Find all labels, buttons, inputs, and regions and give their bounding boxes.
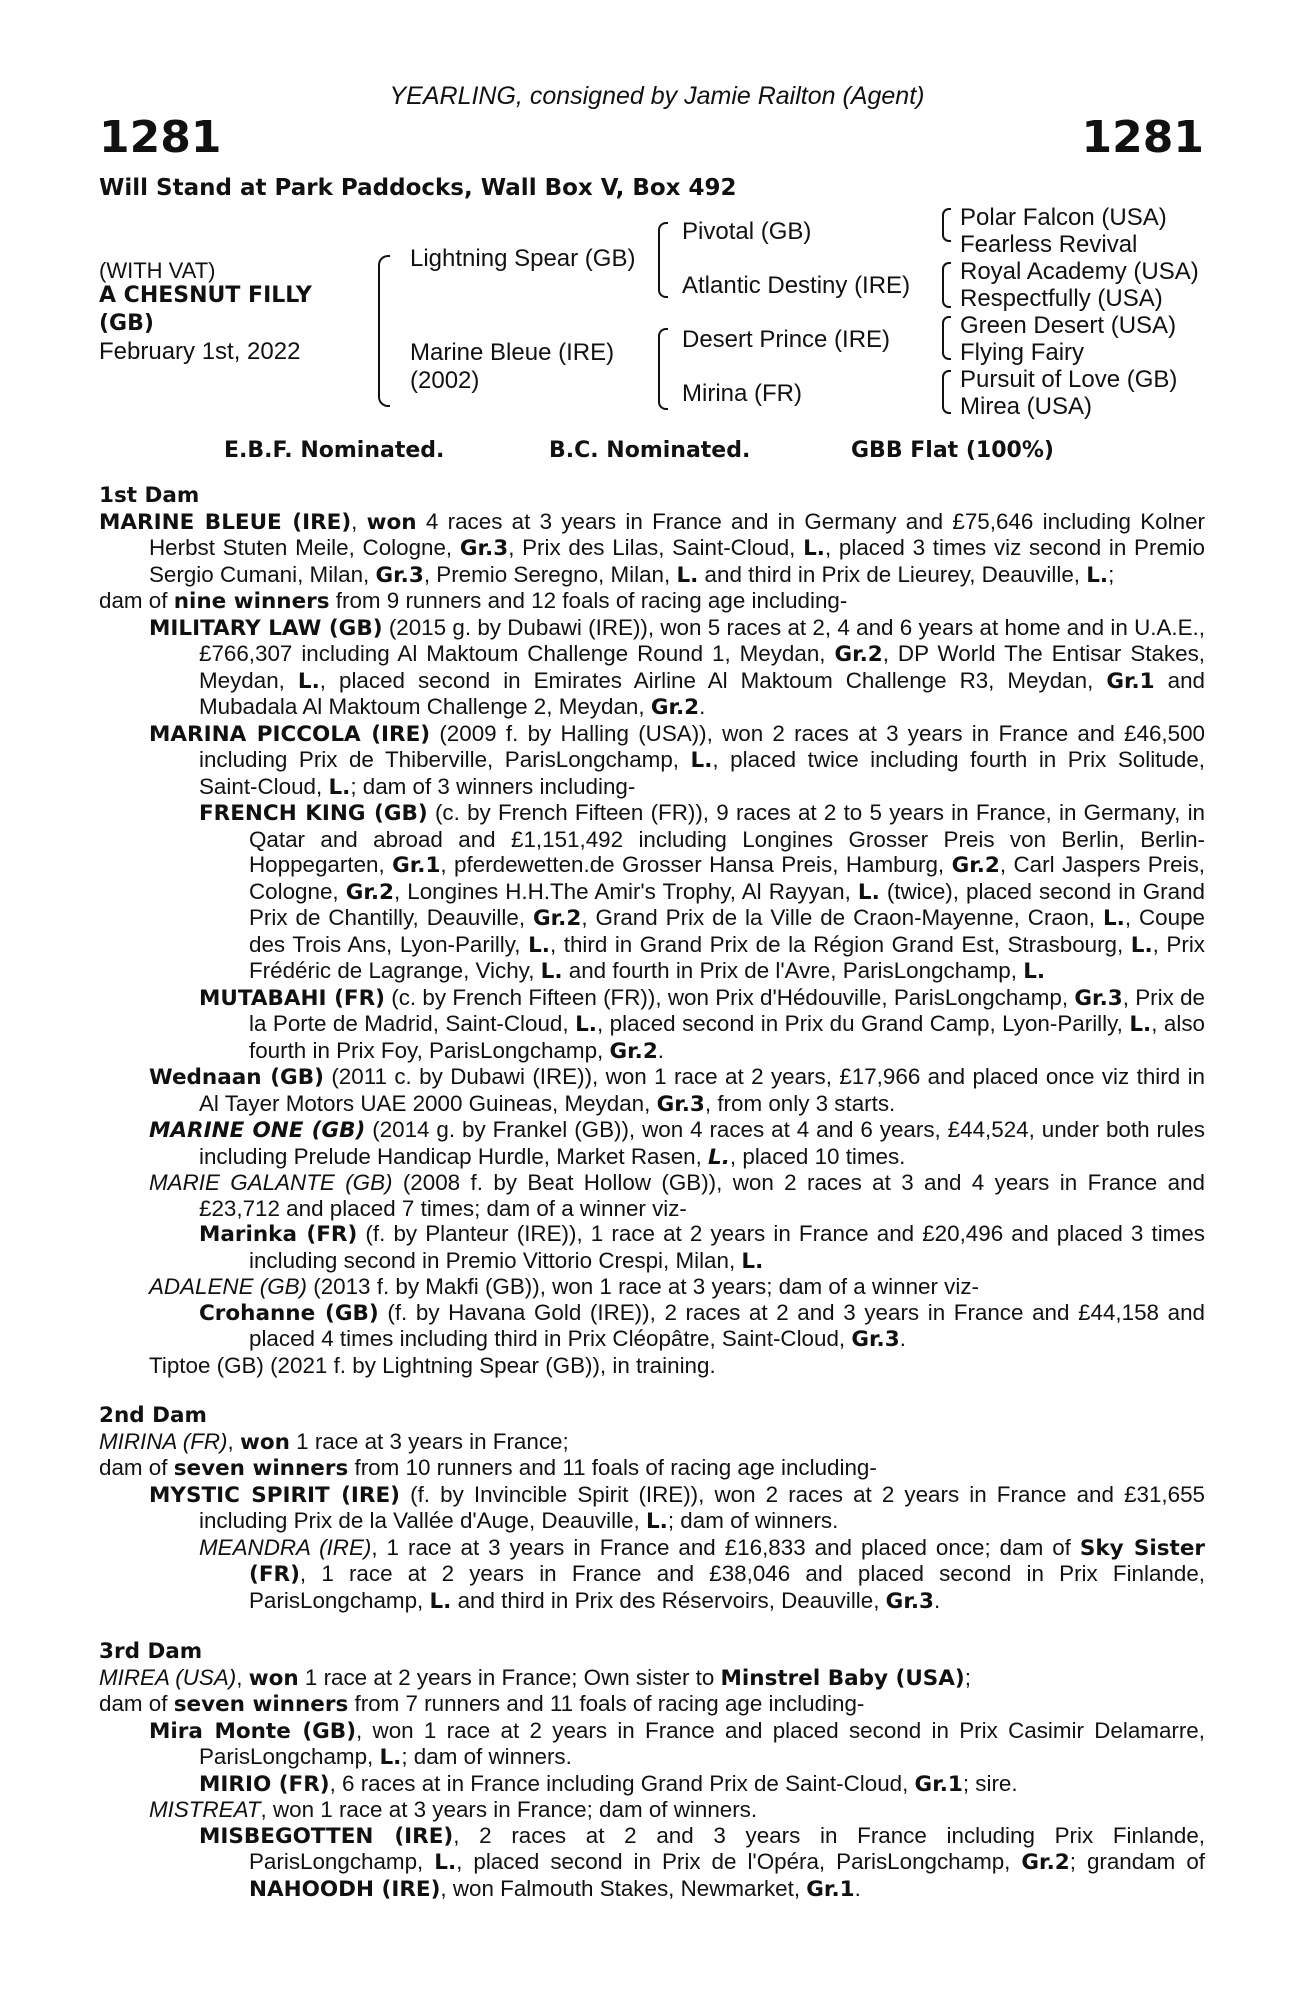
catalogue-body [99,483,1205,1902]
text-run: (2013 f. by Makfi (GB)), won 1 race at 3 years; dam of a winner viz- [307,1274,979,1299]
text-run: , placed 3 times viz second in Premio Sergio Cumani, Milan, [149,535,1205,587]
text-run: . [933,1587,941,1613]
text-run: ; dam of winners. [667,1508,839,1533]
text-run: . [854,1875,861,1901]
emphasis-run: MYSTIC SPIRIT (IRE) [149,1482,400,1508]
text-run: , 2 races at 2 and 3 years in France including Prix Finlande, ParisLongchamp, [249,1822,1205,1874]
text-run: , 6 races at in France including Grand Prix de Saint-Cloud, [329,1770,915,1796]
text-run: ; [1108,561,1115,587]
text-run: (f. by Invincible Spirit (IRE)), won 2 races at 2 years in France and £31,655 including Prix de la Vallée d'Auge, Deauville, [199,1481,1206,1533]
bc-nomination: B.C. Nominated. [549,438,751,463]
text-run: , 1 race at 3 years in France and £16,833 and placed once; dam of [371,1534,1080,1560]
emphasis-run: L. [1023,959,1046,984]
emphasis-run: MEANDRA (IRE) [199,1534,372,1560]
emphasis-run: seven winners [173,1456,349,1481]
text-run: , Prix de la Porte de Madrid, Saint-Cloud, [249,984,1205,1036]
text-run: , placed second in Emirates Airline Al Maktoum Challenge R3, Meydan, [319,667,1107,693]
catalogue-paragraph [99,1771,1205,1798]
pedigree-brace-sire [658,222,668,298]
text-run: , Carl Jaspers Preis, Cologne, [249,852,1205,904]
text-run: , Grand Prix de la Ville de Craon-Mayenne, Craon, [581,905,1103,930]
emphasis-run: FRENCH KING (GB) [199,801,428,826]
text-run: , placed second in Prix du Grand Camp, Lyon-Parilly, [596,1011,1130,1036]
section-gap [99,1614,1205,1639]
emphasis-run: Gr.3 [459,536,509,561]
emphasis-run: Gr.2 [951,853,1000,878]
emphasis-run: MARIE GALANTE (GB) [149,1170,393,1195]
emphasis-run: nine winners [173,589,330,614]
emphasis-run: Marinka (FR) [199,1222,358,1247]
text-run: dam of [99,1455,174,1480]
text-run: 4 races at 3 years in France and in Germany and £75,646 including Kolner Herbst Stuten Meile, Cologne, [149,508,1205,560]
catalogue-paragraph [99,1691,1205,1718]
emphasis-run: L. [540,959,563,984]
text-run: dam of [99,588,174,613]
emphasis-run: Gr.2 [834,642,883,667]
emphasis-run: Crohanne (GB) [199,1300,379,1326]
text-run: ; dam of 3 winners including- [350,773,636,799]
text-run: (2009 f. by Halling (USA)), won 2 races at 3 years in France and £46,500 including Prix de Thiberville, ParisLongchamp, [199,720,1205,772]
emphasis-run: MIRINA (FR) [99,1428,228,1454]
text-run: , Longines H.H.The Amir's Trophy, Al Rayyan, [394,878,858,904]
catalogue-paragraph [99,721,1205,801]
foaling-date: February 1st, 2022 [99,338,301,365]
pedigree-gen3-5: Green Desert (USA) [960,312,1177,339]
emphasis-run: MISTREAT [149,1797,261,1822]
dam-year: (2002) [410,367,480,394]
pedigree-gen3-6: Flying Fairy [960,339,1085,366]
text-run: , [236,1664,249,1690]
pedigree-brace-g3-4 [942,370,951,414]
emphasis-run: MISBEGOTTEN (IRE) [199,1823,454,1849]
emphasis-run: Gr.3 [885,1588,934,1614]
catalogue-paragraph [99,1274,1205,1300]
emphasis-run: Gr.3 [851,1327,900,1352]
emphasis-run: Minstrel Baby (USA) [720,1665,965,1691]
emphasis-run: L. [575,1012,597,1037]
text-run: (2015 g. by Dubawi (IRE)), won 5 races at 2, 4 and 6 years at home and in U.A.E., £766,307 including Al Maktoum Challenge Round 1, Meydan, [199,614,1205,666]
pedigree-gen2-2: Atlantic Destiny (IRE) [682,272,911,299]
text-run: (f. by Planteur (IRE)), 1 race at 2 years in France and £20,496 and placed 3 times including second in Premio Vittorio Crespi, Milan, [249,1221,1205,1273]
text-run: 1 race at 2 years in France; Own sister to [298,1664,721,1690]
text-run: , placed twice including fourth in Prix Solitude, Saint-Cloud, [199,747,1205,799]
subject-name-line2: (GB) [99,311,154,336]
emphasis-run: L. [1102,906,1125,931]
text-run: , 1 race at 2 years in France and £38,046 and placed second in Prix Finlande, ParisLongchamp, [249,1561,1205,1613]
emphasis-run: L. [429,1588,452,1614]
emphasis-run: won [248,1665,299,1691]
catalogue-paragraph [99,1718,1205,1771]
text-run: (2011 c. by Dubawi (IRE)), won 1 race at 2 years, £17,966 and placed once viz third in Al Tayer Motors UAE 2000 Guineas, Meydan, [199,1064,1205,1116]
catalogue-paragraph [99,1170,1205,1221]
subject-name-line1: A CHESNUT FILLY [99,283,312,308]
text-run: ; [964,1664,971,1690]
catalogue-paragraph [99,1535,1205,1615]
pedigree-brace-main [378,255,390,407]
emphasis-run: Gr.1 [914,1771,963,1797]
sire-name: Lightning Spear (GB) [410,245,636,272]
emphasis-run: MIREA (USA) [99,1664,237,1690]
emphasis-run: Gr.2 [650,695,700,720]
pedigree-brace-g3-1 [942,208,951,242]
emphasis-run: Sky Sister (FR) [249,1535,1206,1587]
lot-number-left: 1281 [99,112,222,163]
catalogue-paragraph [99,1221,1205,1274]
text-run: . [657,1037,665,1063]
emphasis-run: Gr.2 [533,906,582,931]
emphasis-run: Gr.1 [806,1876,855,1902]
emphasis-run: Gr.2 [345,879,394,905]
emphasis-run: Gr.1 [392,853,441,878]
text-run: . [899,1326,906,1351]
pedigree-gen2-1: Pivotal (GB) [682,218,812,245]
emphasis-run: Gr.1 [1106,668,1155,694]
ebf-nomination: E.B.F. Nominated. [224,438,445,463]
text-run: , also fourth in Prix Foy, ParisLongchamp, [249,1011,1205,1063]
text-run: (c. by French Fifteen (FR)), 9 races at 2 to 5 years in France, in Germany, in Qatar and abroad and £1,151,492 including Longines Grosser Preis von Berlin, Berlin-Hoppegarten, [249,800,1205,877]
text-run: , placed second in Prix de l'Opéra, ParisLongchamp, [456,1849,1022,1874]
emphasis-run: L. [297,668,320,694]
pedigree-gen3-1: Polar Falcon (USA) [960,204,1167,231]
text-run: , Prix des Lilas, Saint-Cloud, [508,535,804,560]
text-run: , [351,508,367,534]
text-run: , won 1 race at 2 years in France and placed second in Prix Casimir Delamarre, ParisLongchamp, [199,1717,1205,1769]
section-heading [99,1403,1205,1429]
text-run: from 9 runners and 12 foals of racing age including- [329,588,848,613]
pedigree-gen2-4: Mirina (FR) [682,380,802,407]
catalogue-paragraph [99,1665,1205,1692]
pedigree-gen3-4: Respectfully (USA) [960,285,1163,312]
catalogue-paragraph [99,588,1205,615]
text-run: , third in Grand Prix de la Région Grand Est, Strasbourg, [549,931,1131,957]
text-run: dam of [99,1691,174,1716]
text-run: (c. by French Fifteen (FR)), won Prix d'Hédouville, ParisLongchamp, [384,984,1075,1010]
text-run: (twice), placed second in Grand Prix de Chantilly, Deauville, [249,878,1205,930]
text-run: , pferdewetten.de Grosser Hansa Preis, Hamburg, [440,852,952,877]
emphasis-run: L. [645,1509,668,1534]
section-gap [99,1378,1205,1403]
text-run: (f. by Havana Gold (IRE)), 2 races at 2 and 3 years in France and £44,158 and placed 4 times including third in Prix Cléopâtre, Saint-Cloud, [249,1299,1205,1351]
emphasis-run: Gr.3 [656,1091,705,1117]
text-run: and fourth in Prix de l'Avre, ParisLongchamp, [562,958,1024,983]
emphasis-run: MARINE ONE (GB) [149,1118,366,1143]
text-run: , [227,1428,240,1454]
catalogue-paragraph [99,1482,1205,1535]
emphasis-run: 1st Dam [99,483,200,508]
lot-number-right: 1281 [1081,112,1204,163]
emphasis-run: L. [1130,932,1153,958]
section-heading [99,483,1205,509]
pedigree-gen2-3: Desert Prince (IRE) [682,326,891,353]
emphasis-run: L. [434,1850,457,1875]
emphasis-run: Mira Monte (GB) [149,1718,357,1744]
pedigree-gen3-2: Fearless Revival [960,231,1138,258]
emphasis-run: Gr.2 [609,1038,658,1064]
emphasis-run: MIRIO (FR) [199,1771,330,1797]
text-run: (2008 f. by Beat Hollow (GB)), won 2 races at 3 and 4 years in France and £23,712 and placed 7 times; dam of a winner viz- [199,1170,1205,1221]
emphasis-run: MILITARY LAW (GB) [149,615,383,641]
emphasis-run: seven winners [173,1692,349,1717]
catalogue-paragraph [99,1797,1205,1823]
emphasis-run: L. [528,932,550,958]
catalogue-paragraph [99,1823,1205,1903]
text-run: , placed 10 times. [729,1143,906,1169]
emphasis-run: L. [676,562,699,588]
catalogue-paragraph [99,800,1205,985]
text-run: and third in Prix de Lieurey, Deauville, [698,561,1087,587]
emphasis-run: MUTABAHI (FR) [199,985,385,1011]
stand-location: Will Stand at Park Paddocks, Wall Box V, Box 492 [99,175,737,201]
text-run: from 7 runners and 11 foals of racing age including- [348,1691,865,1716]
text-run: ; sire. [962,1770,1018,1796]
text-run: , won Falmouth Stakes, Newmarket, [440,1875,807,1901]
catalogue-paragraph [99,1300,1205,1353]
catalogue-paragraph [99,1064,1205,1117]
catalogue-paragraph [99,1429,1205,1456]
text-run: , from only 3 starts. [704,1090,896,1116]
emphasis-run: Gr.3 [1074,985,1123,1011]
vat-note: (WITH VAT) [99,258,216,283]
emphasis-run: MARINE BLEUE (IRE) [99,509,352,535]
emphasis-run: L. [708,1144,730,1170]
emphasis-run: L. [857,879,880,905]
emphasis-run: won [239,1429,290,1455]
emphasis-run: Gr.2 [1021,1850,1070,1875]
emphasis-run: 3rd Dam [99,1639,203,1664]
text-run: Tiptoe (GB) (2021 f. by Lightning Spear (GB)), in training. [149,1352,716,1378]
pedigree-brace-dam [658,328,668,410]
text-run: . [699,694,706,719]
emphasis-run: L. [741,1248,764,1274]
text-run: , Premio Seregno, Milan, [423,561,677,587]
catalogue-paragraph [99,1117,1205,1170]
emphasis-run: L. [328,774,351,800]
emphasis-run: L. [803,536,825,561]
emphasis-run: L. [1129,1012,1152,1037]
catalogue-paragraph [99,1455,1205,1482]
text-run: and third in Prix des Réservoirs, Deauville, [451,1587,886,1613]
text-run: , Prix Frédéric de Lagrange, Vichy, [249,931,1205,983]
catalogue-paragraph [99,1353,1205,1379]
emphasis-run: L. [690,748,713,773]
pedigree-brace-g3-2 [942,262,951,308]
text-run: , won 1 race at 3 years in France; dam of winners. [260,1797,758,1822]
emphasis-run: MARINA PICCOLA (IRE) [149,721,431,747]
emphasis-run: L. [379,1745,402,1770]
pedigree-brace-g3-3 [942,316,951,360]
catalogue-paragraph [99,509,1205,589]
catalogue-paragraph [99,985,1205,1065]
emphasis-run: Gr.3 [375,562,424,588]
text-run: ; grandam of [1069,1849,1205,1874]
emphasis-run: NAHOODH (IRE) [249,1876,441,1902]
text-run: , Coupe des Trois Ans, Lyon-Parilly, [249,905,1205,957]
emphasis-run: won [366,509,417,535]
pedigree-gen3-7: Pursuit of Love (GB) [960,366,1178,393]
emphasis-run: ADALENE (GB) [149,1274,308,1299]
emphasis-run: 2nd Dam [99,1403,207,1428]
text-run: ; dam of winners. [401,1744,572,1769]
pedigree-gen3-8: Mirea (USA) [960,393,1093,420]
text-run: 1 race at 3 years in France; [289,1428,569,1454]
text-run: (2014 g. by Frankel (GB)), won 4 races at 4 and 6 years, £44,524, under both rules including Prelude Handicap Hurdle, Market Rasen, [199,1117,1206,1169]
text-run: and Mubadala Al Maktoum Challenge 2, Meydan, [199,667,1205,719]
text-run: , DP World The Entisar Stakes, Meydan, [199,641,1205,693]
pedigree-gen3-3: Royal Academy (USA) [960,258,1199,285]
dam-name: Marine Bleue (IRE) [410,339,615,366]
section-heading [99,1639,1205,1665]
gbb-flat: GBB Flat (100%) [851,438,1054,463]
catalogue-paragraph [99,615,1205,721]
text-run: from 10 runners and 11 foals of racing age including- [348,1455,877,1480]
emphasis-run: Wednaan (GB) [149,1065,324,1090]
lot-subtitle: YEARLING, consigned by Jamie Railton (Agent) [389,82,925,110]
emphasis-run: L. [1086,562,1109,588]
